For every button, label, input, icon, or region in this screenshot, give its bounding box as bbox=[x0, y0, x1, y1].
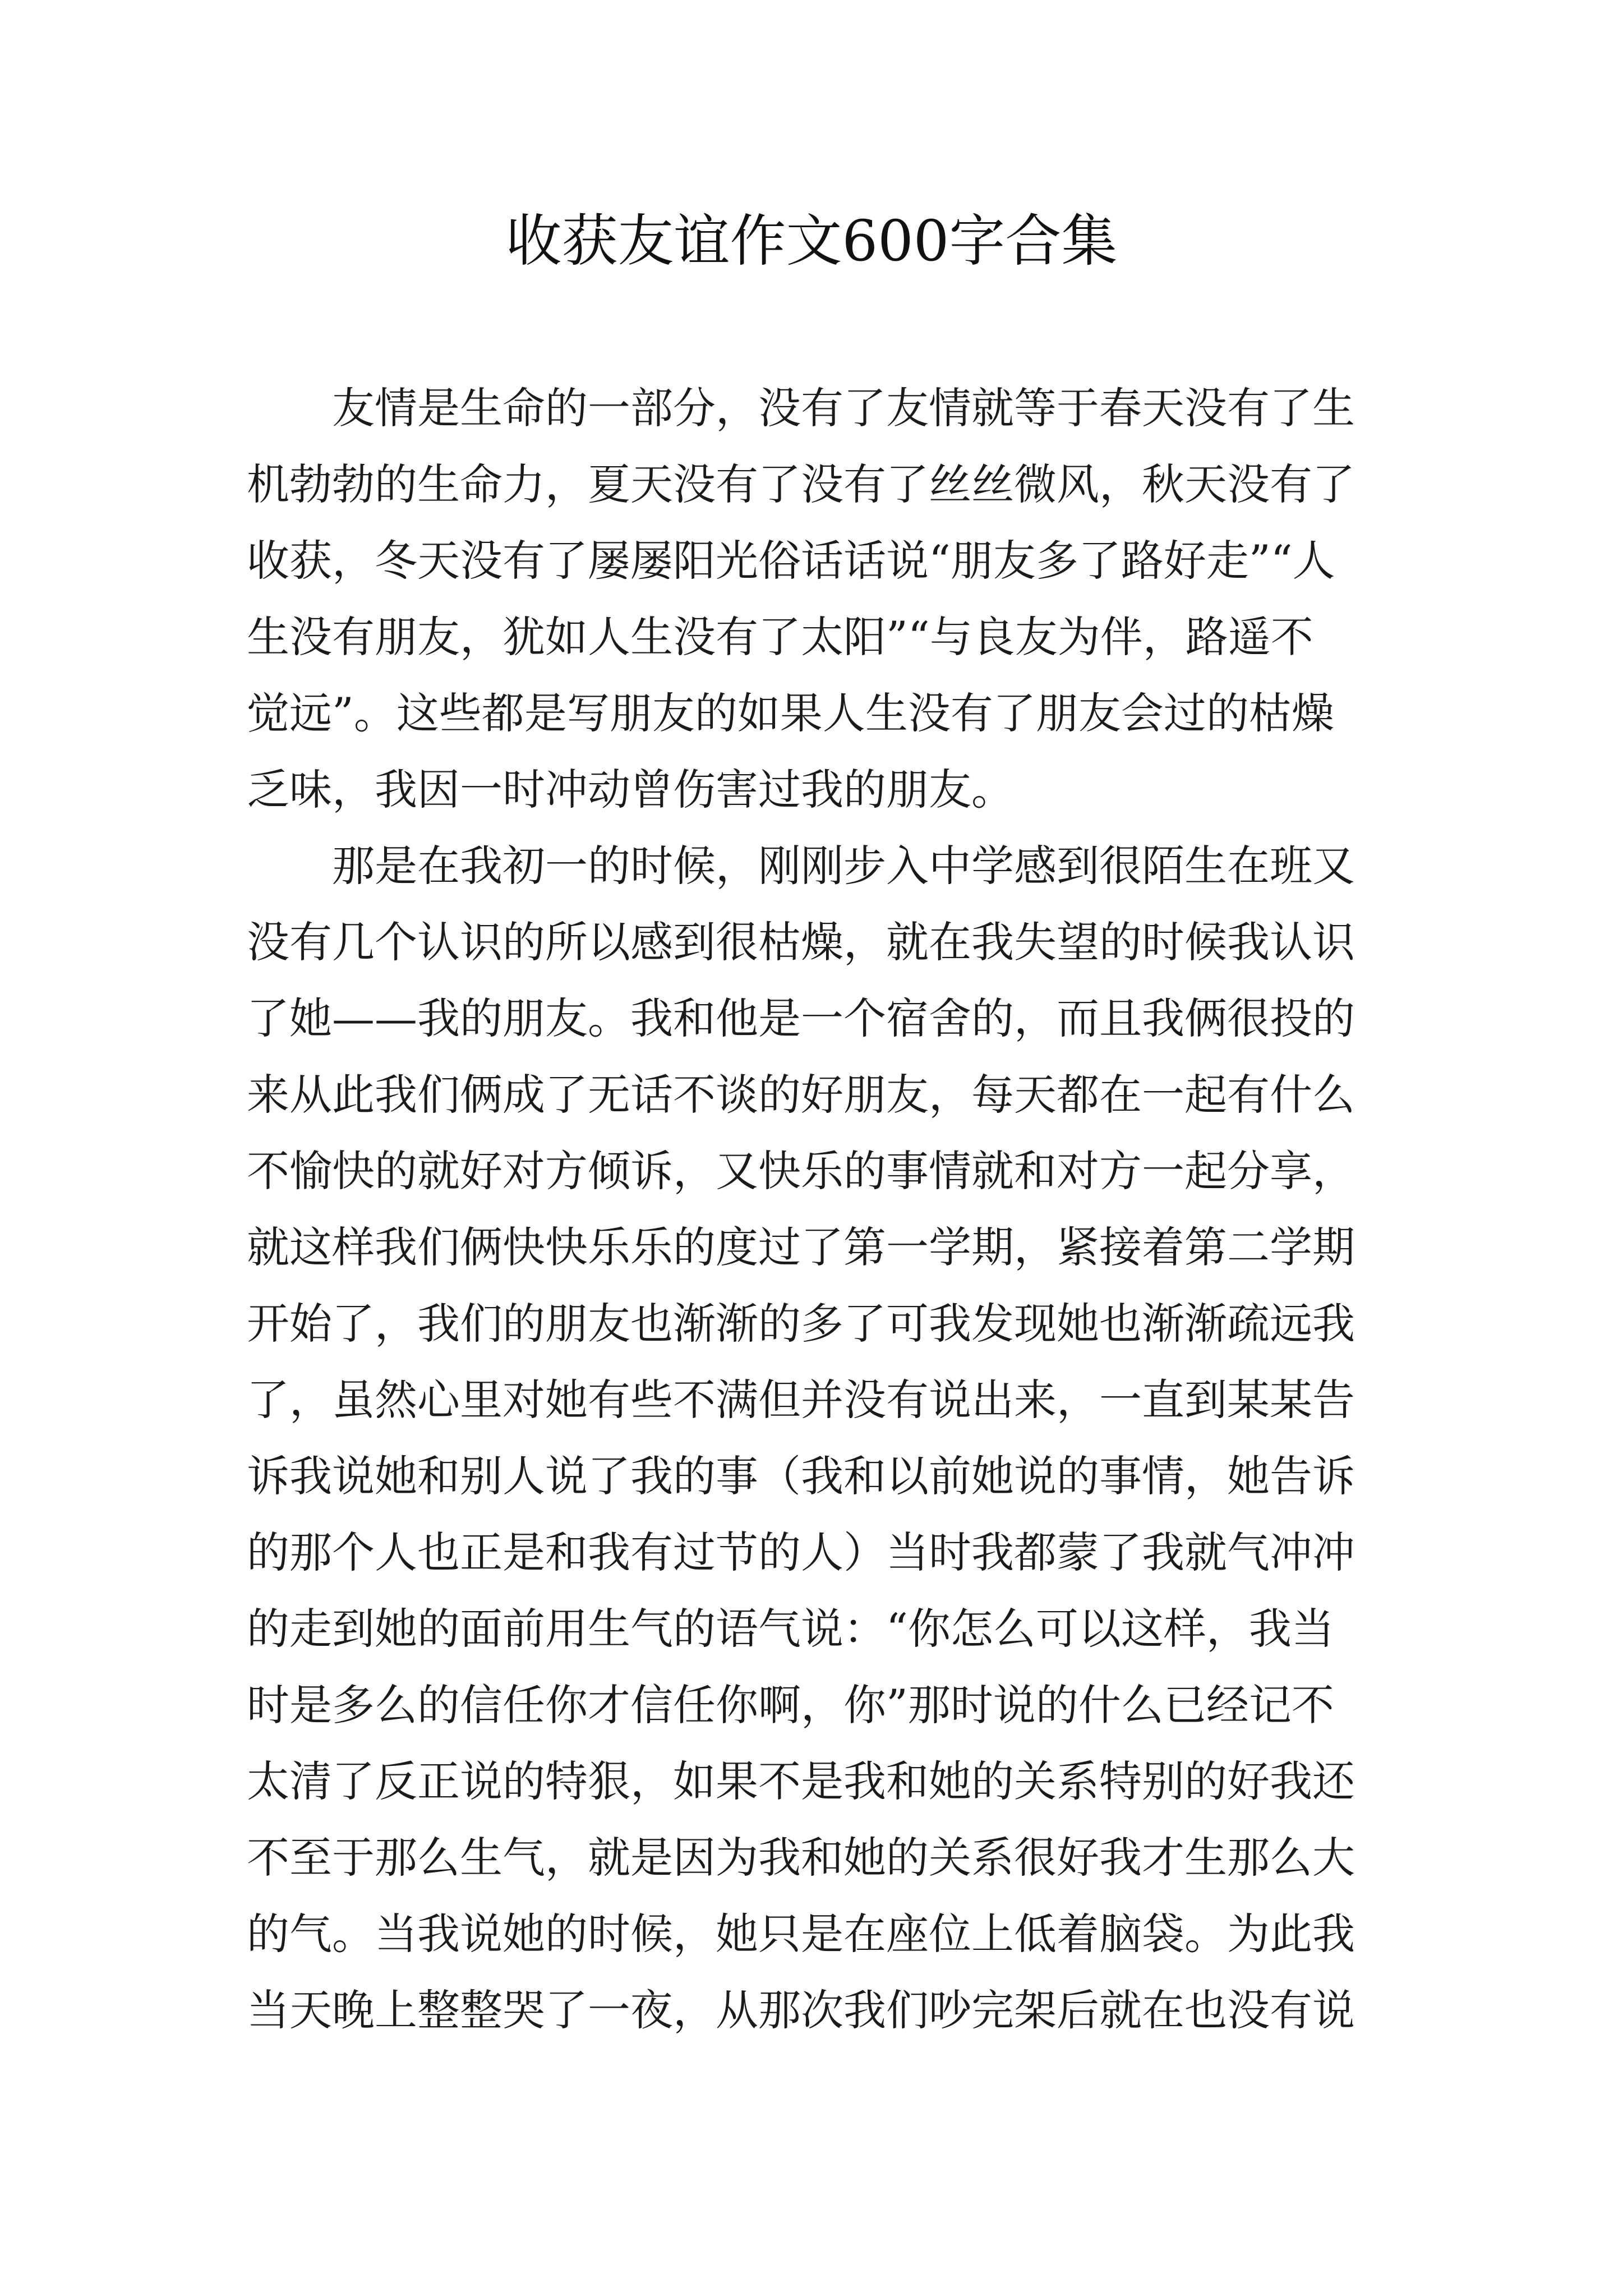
body-line: 的走到她的面前用生气的语气说：“你怎么可以这样，我当 bbox=[247, 1604, 1334, 1654]
body-line: 没有几个认识的所以感到很枯燥，就在我失望的时候我认识 bbox=[247, 917, 1355, 967]
body-line: 当天晚上整整哭了一夜，从那次我们吵完架后就在也没有说 bbox=[247, 1985, 1355, 2035]
body-line: 生没有朋友，犹如人生没有了太阳”“与良友为伴，路遥不 bbox=[247, 612, 1313, 662]
document-body bbox=[247, 370, 1380, 2049]
body-line: 的那个人也正是和我有过节的人）当时我都蒙了我就气冲冲 bbox=[247, 1527, 1355, 1577]
document-title: 收获友谊作文600字合集 bbox=[505, 208, 1118, 274]
body-line: 友情是生命的一部分，没有了友情就等于春天没有了生 bbox=[247, 383, 1355, 433]
body-line: 时是多么的信任你才信任你啊，你”那时说的什么已经记不 bbox=[247, 1680, 1334, 1730]
body-line: 诉我说她和别人说了我的事（我和以前她说的事情，她告诉 bbox=[247, 1451, 1355, 1501]
body-line: 了她——我的朋友。我和他是一个宿舍的，而且我俩很投的 bbox=[247, 993, 1355, 1043]
body-line: 不至于那么生气，就是因为我和她的关系很好我才生那么大 bbox=[247, 1833, 1355, 1883]
body-line: 乏味，我因一时冲动曾伤害过我的朋友。 bbox=[247, 765, 1014, 815]
body-line: 机勃勃的生命力，夏天没有了没有了丝丝微风，秋天没有了 bbox=[247, 459, 1355, 509]
body-line: 的气。当我说她的时候，她只是在座位上低着脑袋。为此我 bbox=[247, 1909, 1355, 1959]
body-line: 太清了反正说的特狠，如果不是我和她的关系特别的好我还 bbox=[247, 1756, 1355, 1806]
body-line: 来从此我们俩成了无话不谈的好朋友，每天都在一起有什么 bbox=[247, 1070, 1355, 1120]
body-line: 不愉快的就好对方倾诉，又快乐的事情就和对方一起分享， bbox=[247, 1146, 1355, 1196]
body-line: 觉远”。这些都是写朋友的如果人生没有了朋友会过的枯燥 bbox=[247, 688, 1334, 738]
body-line: 收获，冬天没有了屡屡阳光俗话话说“朋友多了路好走”“人 bbox=[247, 536, 1335, 586]
body-line: 了，虽然心里对她有些不满但并没有说出来，一直到某某告 bbox=[247, 1375, 1355, 1425]
body-line: 就这样我们俩快快乐乐的度过了第一学期，紧接着第二学期 bbox=[247, 1222, 1355, 1272]
body-line: 开始了，我们的朋友也渐渐的多了可我发现她也渐渐疏远我 bbox=[247, 1299, 1355, 1349]
body-line: 那是在我初一的时候，刚刚步入中学感到很陌生在班又 bbox=[247, 841, 1355, 891]
